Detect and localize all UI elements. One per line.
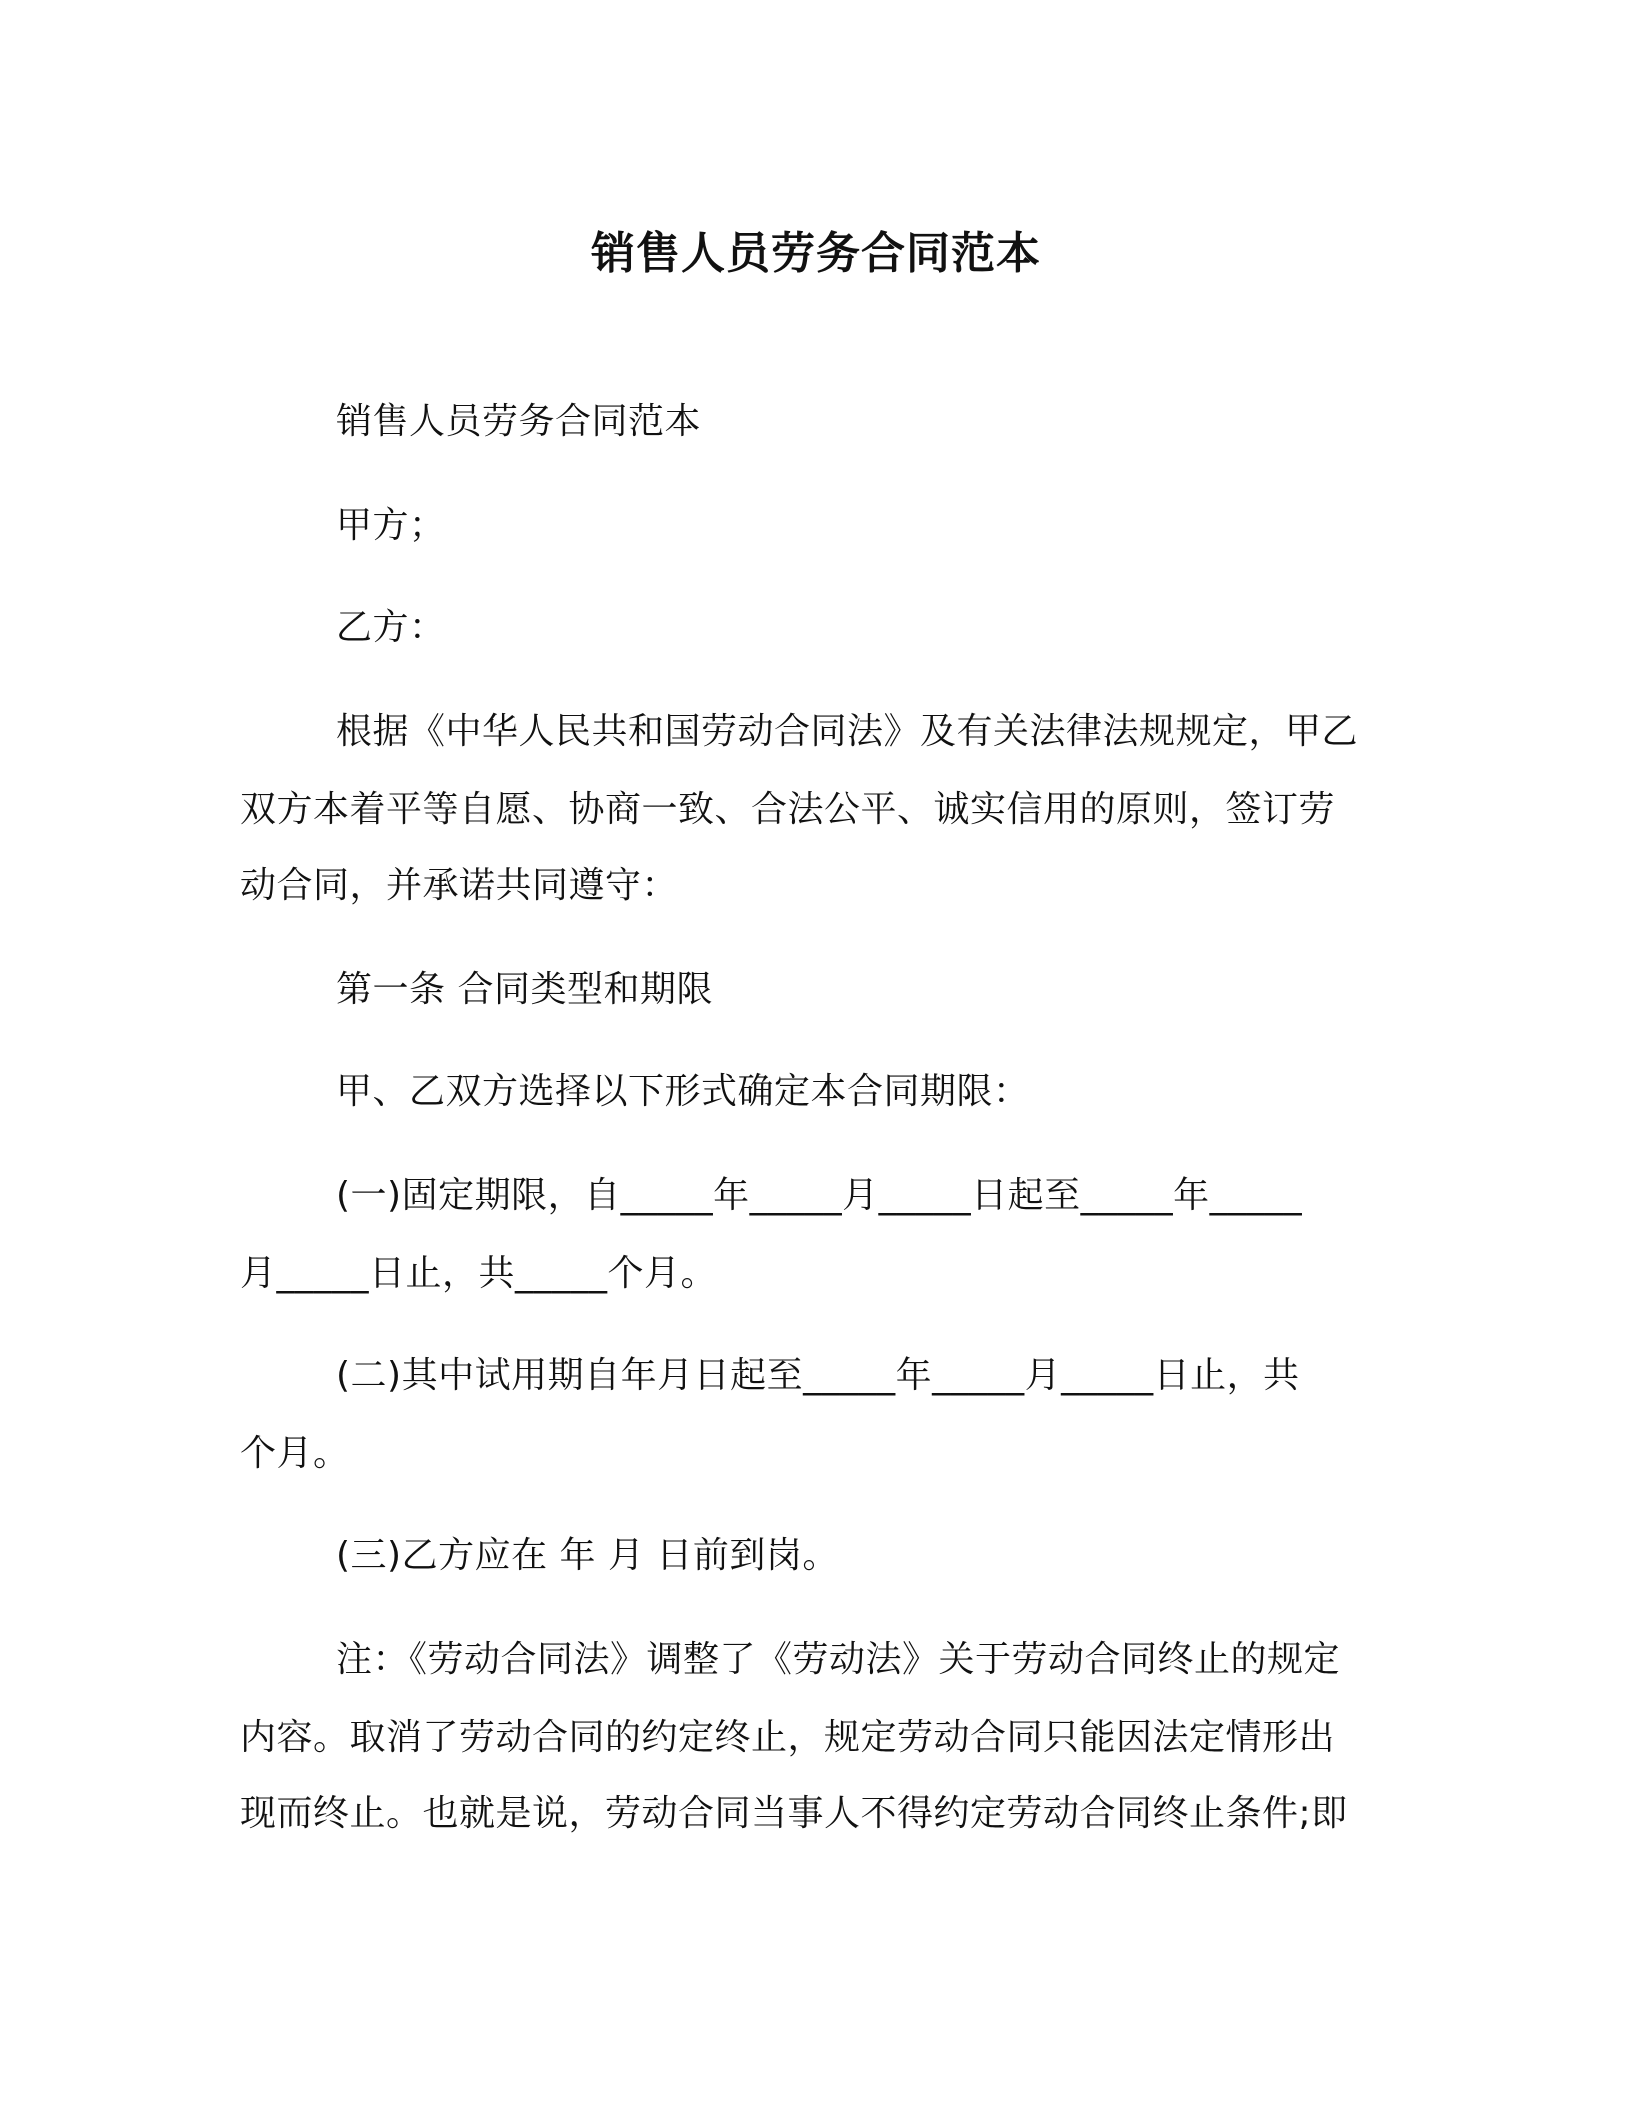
party-a-line: 甲方； bbox=[336, 505, 446, 546]
subtitle-line: 销售人员劳务合同范本 bbox=[336, 401, 702, 442]
clause-line: 个月。 bbox=[240, 1433, 350, 1474]
note-line: 内容。取消了劳动合同的约定终止，规定劳动合同只能因法定情形出 bbox=[240, 1717, 1336, 1758]
clause-line: (三)乙方应在 年 月 日前到岗。 bbox=[336, 1535, 839, 1576]
paragraph-line: 双方本着平等自愿、协商一致、合法公平、诚实信用的原则，签订劳 bbox=[240, 789, 1336, 830]
party-b-line: 乙方： bbox=[336, 607, 446, 648]
paragraph-line: 甲、乙双方选择以下形式确定本合同期限： bbox=[336, 1071, 1030, 1112]
article-heading: 第一条 合同类型和期限 bbox=[336, 969, 713, 1010]
clause-line: (一)固定期限，自_____年_____月_____日起至_____年_____ bbox=[336, 1175, 1303, 1216]
paragraph-line: 根据《中华人民共和国劳动合同法》及有关法律法规规定，甲乙 bbox=[336, 711, 1359, 752]
note-line: 注：《劳动合同法》调整了《劳动法》关于劳动合同终止的规定 bbox=[336, 1639, 1341, 1680]
paragraph-line: 动合同，并承诺共同遵守： bbox=[240, 865, 679, 906]
document-title: 销售人员劳务合同范本 bbox=[591, 228, 1041, 279]
note-line: 现而终止。也就是说，劳动合同当事人不得约定劳动合同终止条件;即 bbox=[240, 1793, 1348, 1834]
clause-line: 月_____日止，共_____个月。 bbox=[240, 1253, 718, 1294]
clause-line: (二)其中试用期自年月日起至_____年_____月_____日止，共 bbox=[336, 1355, 1300, 1396]
